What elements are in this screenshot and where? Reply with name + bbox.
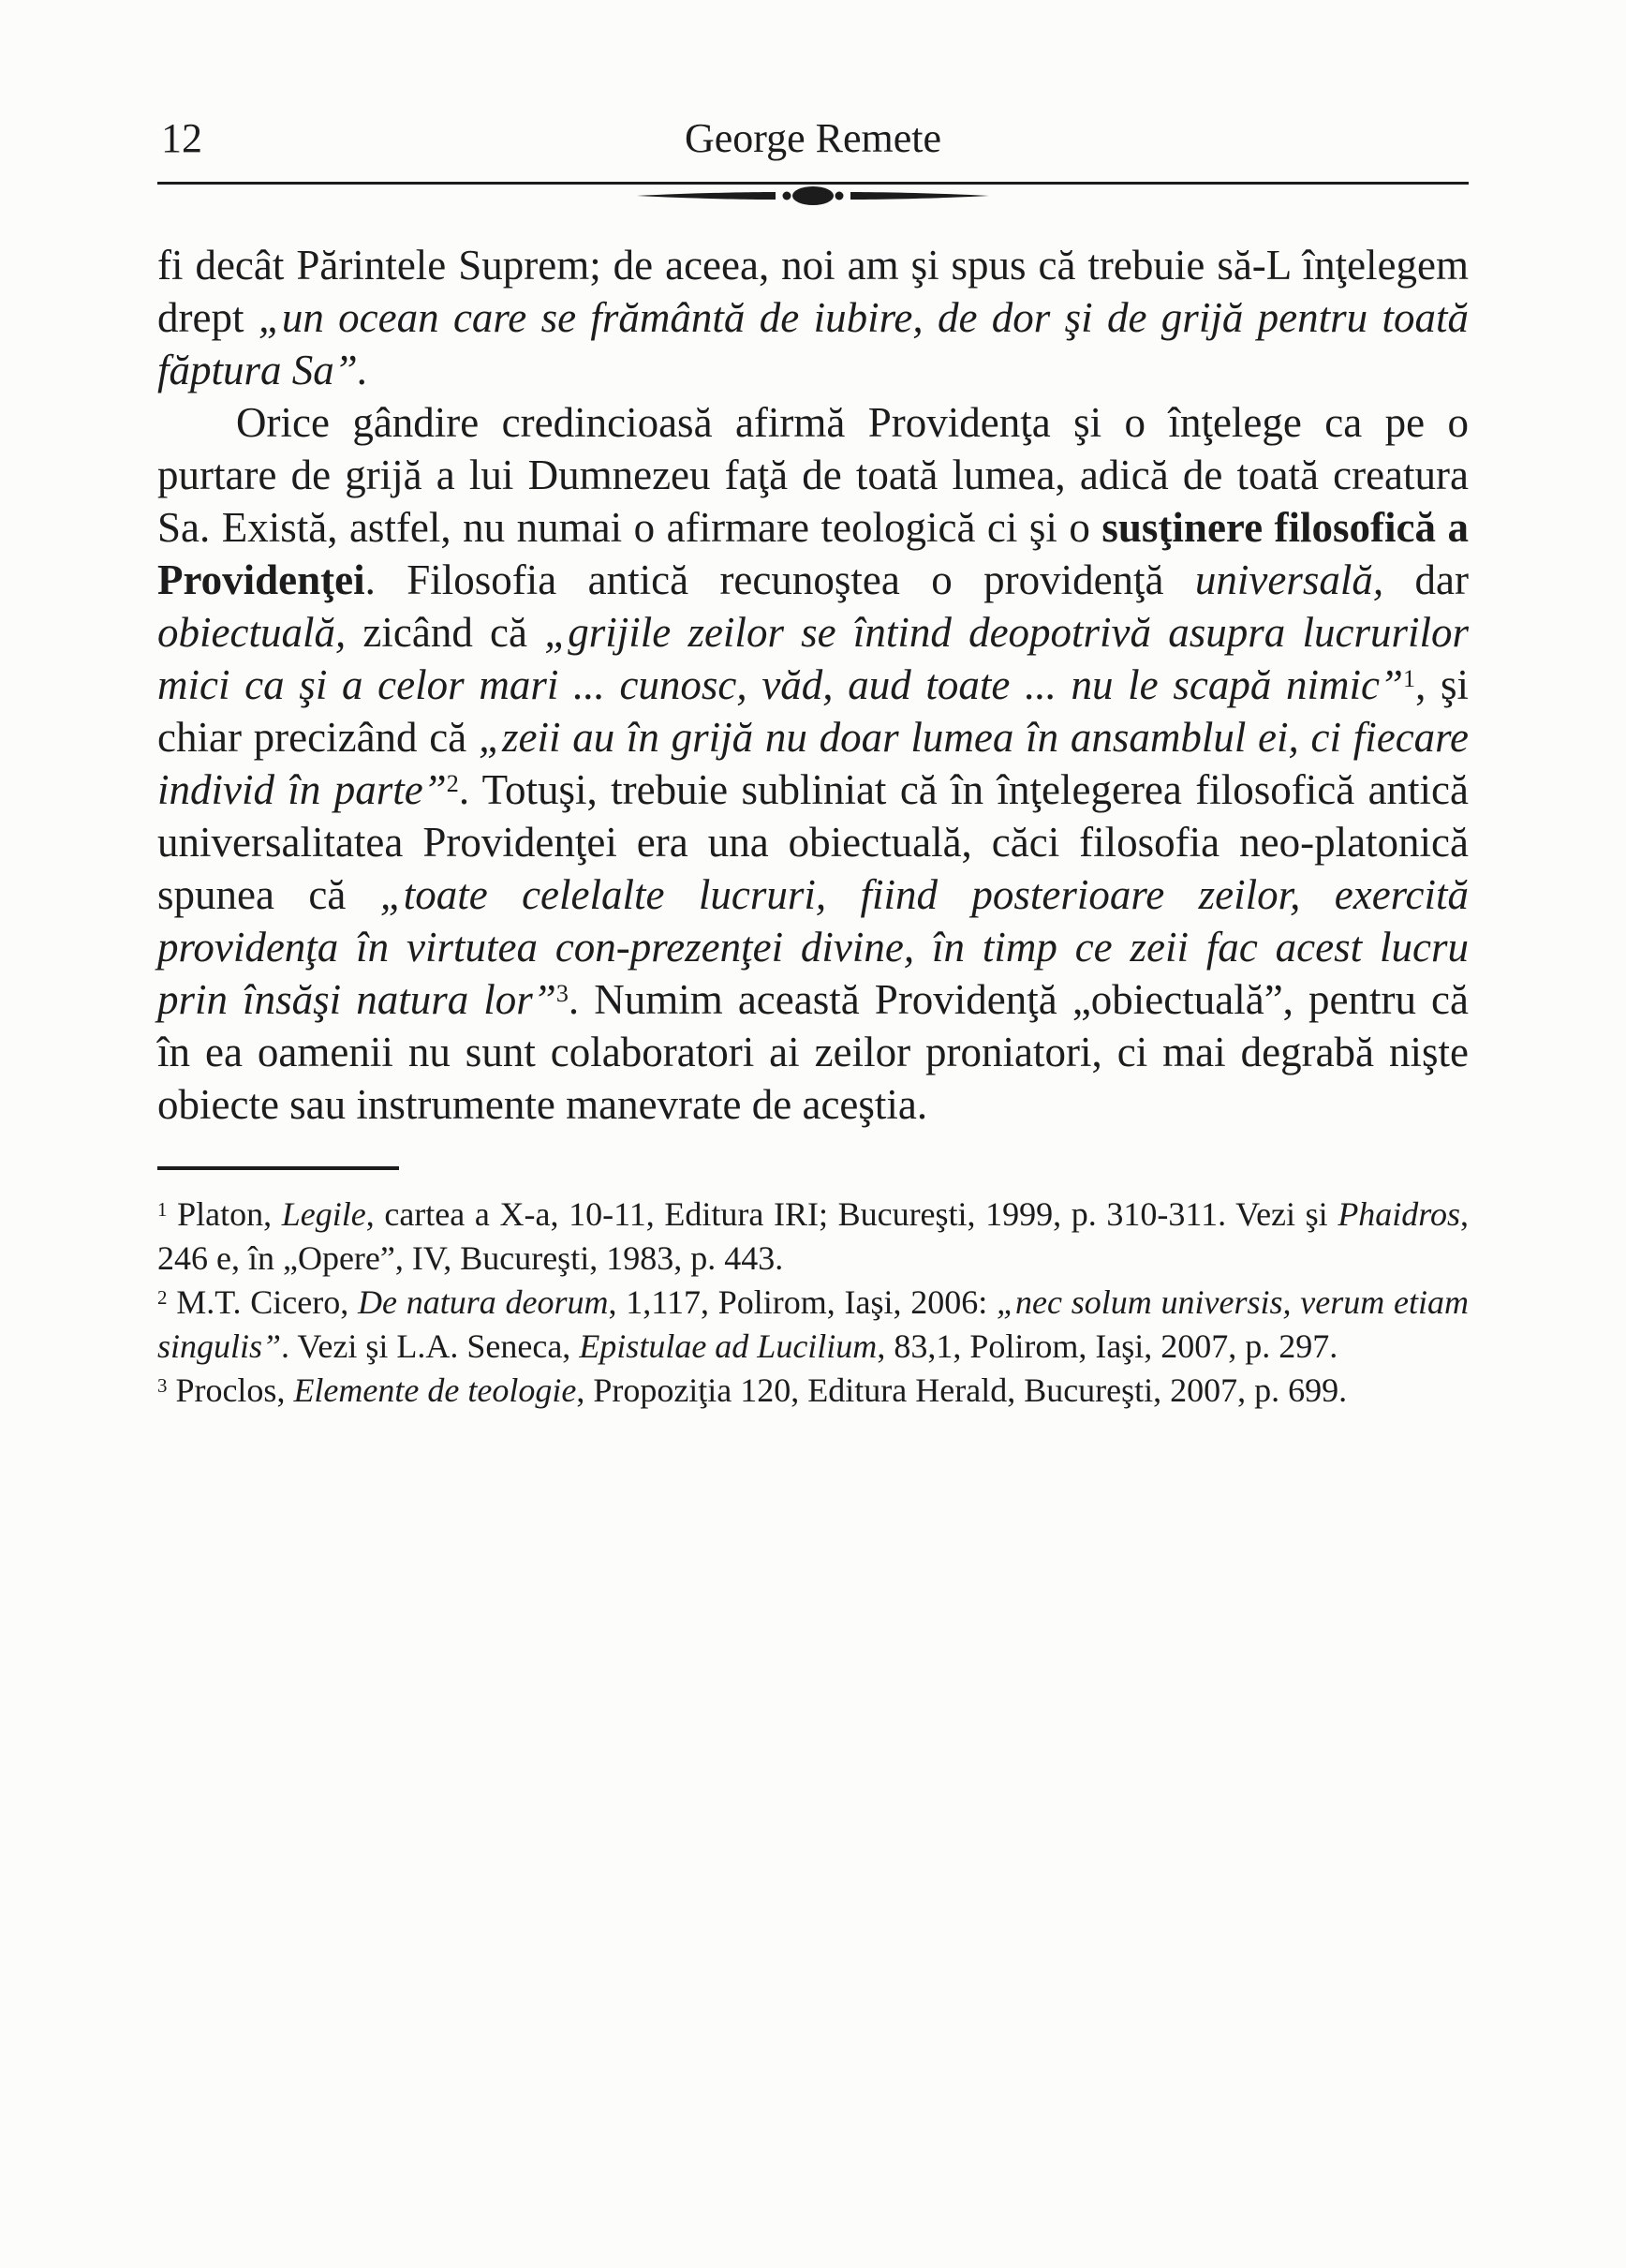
footnote-2	[157, 1281, 1469, 1369]
text-run: , şi chiar precizând că	[157, 661, 1470, 761]
text-run: . Vezi şi L.A. Seneca,	[281, 1327, 580, 1365]
superscript-number: 3	[555, 979, 569, 1007]
text-run: „toate celelalte lucruri, fiind posterioare zeilor, exercită providenţa în virtutea con-prezenţei divine, în timp ce zeii fac acest lucru prin însăşi natura lor”	[157, 871, 1469, 1023]
superscript-number: 2	[157, 1285, 168, 1309]
book-page	[157, 114, 1469, 1413]
paragraph-2	[157, 396, 1469, 1131]
text-run: fi decât Părintele Suprem; de aceea, noi am şi spus că trebuie să-L înţelegem drept	[157, 242, 1469, 341]
text-run: M.T. Cicero,	[167, 1283, 359, 1321]
superscript-number: 1	[1403, 664, 1416, 692]
superscript-number: 2	[446, 769, 459, 797]
text-run: „grijile zeilor se întind deopotrivă asupra lucrurilor mici ca şi a celor mari ... cunosc, văd, aud toate ... nu le scapă nimic”	[157, 609, 1469, 708]
text-run: obiectuală,	[157, 609, 347, 656]
superscript-number: 3	[157, 1373, 168, 1397]
text-run: Phaidros	[1338, 1195, 1460, 1233]
footnotes-section	[157, 1193, 1469, 1413]
text-run: , 83,1, Polirom, Iaşi, 2007, p. 297.	[877, 1327, 1338, 1365]
text-run: „nec solum universis, verum etiam singulis”	[157, 1283, 1469, 1365]
text-run: Elemente de teologie	[293, 1371, 577, 1409]
paragraph-1	[157, 239, 1469, 396]
text-run: . Totuşi, trebuie subliniat că în înţelegerea filosofică antică universalitatea Providenţei era una obiectuală, căci filosofia neo-platonică spunea că	[157, 766, 1469, 918]
text-run: Legile	[281, 1195, 366, 1233]
text-run: . Filosofia antică recunoştea o providenţă	[364, 556, 1195, 603]
text-run: zicând că	[346, 609, 545, 656]
divider-ornament-icon	[157, 183, 1469, 211]
text-run: , cartea a X-a, 10-11, Editura IRI; Bucureşti, 1999, p. 310-311. Vezi şi	[365, 1195, 1338, 1233]
running-title: George Remete	[684, 115, 942, 161]
superscript-number: 1	[157, 1197, 168, 1221]
text-run: universală,	[1194, 556, 1384, 603]
text-run: Proclos,	[167, 1371, 294, 1409]
page-header	[157, 114, 1469, 170]
text-run: Epistulae ad Lucilium	[579, 1327, 878, 1365]
text-run: De natura deorum	[358, 1283, 609, 1321]
text-run: , 246 e, în „Opere”, IV, Bucureşti, 1983, p. 443.	[157, 1195, 1469, 1277]
text-run: , Propoziţia 120, Editura Herald, Bucureşti, 2007, p. 699.	[576, 1371, 1348, 1409]
footnote-3	[157, 1369, 1469, 1413]
text-run: . Numim această Providenţă „obiectuală”, pentru că în ea oamenii nu sunt colaboratori ai zeilor proniatori, ci mai degrabă nişte obiecte sau instrumente manevrate de aceştia.	[157, 976, 1469, 1128]
text-run: susţinere filosofică a Providenţei	[157, 504, 1469, 603]
text-run: „zeii au în grijă nu doar lumea în ansamblul ei, ci fiecare individ în parte”	[157, 714, 1469, 813]
text-run: Platon,	[167, 1195, 282, 1233]
footnote-separator	[157, 1166, 399, 1170]
text-run: , 1,117, Polirom, Iaşi, 2006:	[608, 1283, 997, 1321]
text-run: dar	[1383, 556, 1469, 603]
text-run: „un ocean care se frământă de iubire, de dor şi de grijă pentru toată făptura Sa”.	[157, 294, 1469, 393]
footnote-1	[157, 1193, 1469, 1281]
page-body	[157, 239, 1469, 1131]
text-run: Orice gândire credincioasă afirmă Providenţa şi o înţelege ca pe o purtare de grijă a lui Dumnezeu faţă de toată lumea, adică de toată creatura Sa. Există, astfel, nu numai o afirmare teologică ci şi o	[157, 399, 1469, 551]
page-number: 12	[161, 115, 202, 161]
